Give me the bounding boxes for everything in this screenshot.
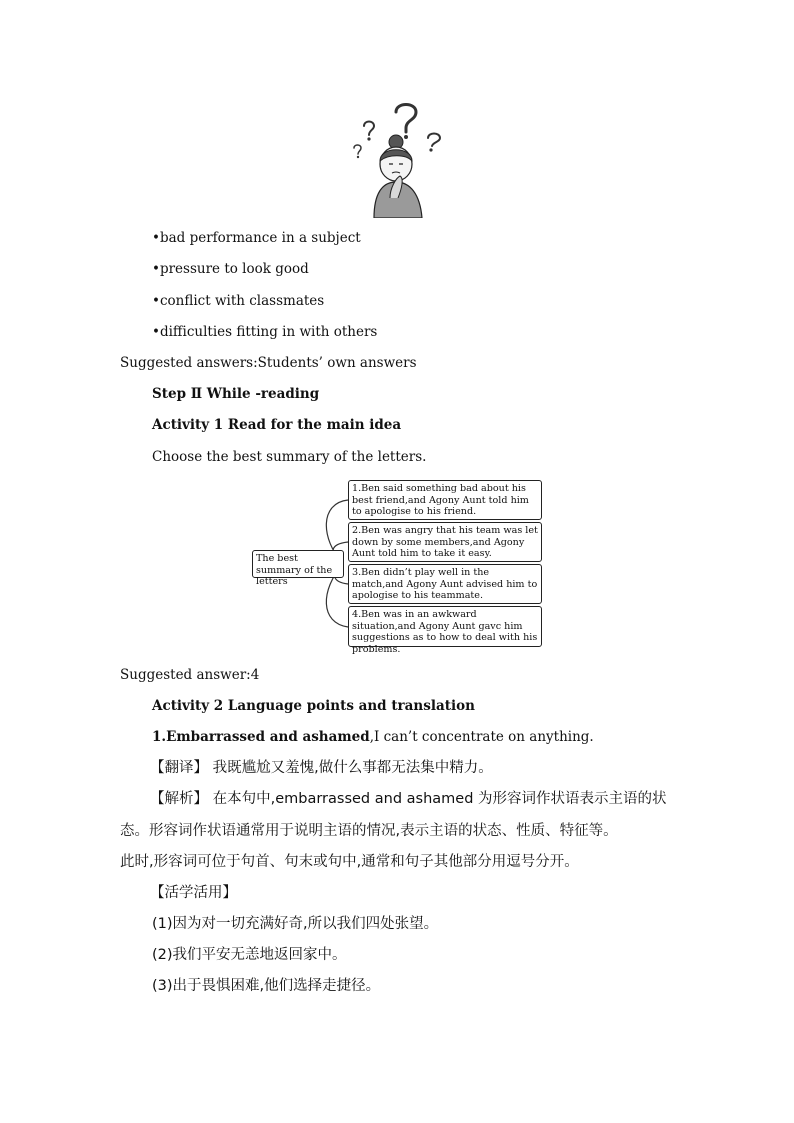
diagram-root-box: The best summary of the letters	[252, 550, 344, 578]
bullet-conflict: •conflict with classmates	[152, 293, 325, 309]
practice-heading: 【活学活用】	[150, 885, 237, 901]
diagram-option-1: 1.Ben said something bad about his best friend,and Agony Aunt told him to apologise to his friend.	[348, 480, 542, 520]
suggested-answer-4: Suggested answer:4	[120, 667, 260, 683]
point-rest: ,I can’t concentrate on anything.	[369, 729, 594, 745]
analysis-line-2: 态。形容词作状语通常用于说明主语的情况,表示主语的状态、性质、特征等。	[120, 823, 618, 839]
summary-diagram	[250, 478, 546, 655]
diagram-option-3: 3.Ben didn’t play well in the match,and Agony Aunt advised him to apologise to his teammate.	[348, 564, 542, 604]
activity1-instruction: Choose the best summary of the letters.	[152, 449, 427, 465]
analysis-line-1: 【解析】 在本句中,embarrassed and ashamed 为形容词作状语表示主语的状	[150, 791, 667, 807]
step-heading: Step Ⅱ While -reading	[152, 386, 320, 402]
language-point-1	[152, 728, 594, 746]
bullet-difficulties: •difficulties fitting in with others	[152, 324, 378, 340]
point-number: 1.	[152, 729, 167, 745]
analysis-line-3: 此时,形容词可位于句首、句末或句中,通常和句子其他部分用逗号分开。	[120, 854, 579, 870]
thinking-girl-illustration	[350, 98, 446, 218]
translation-line: 【翻译】 我既尴尬又羞愧,做什么事都无法集中精力。	[150, 760, 493, 776]
bullet-bad-performance: •bad performance in a subject	[152, 230, 361, 246]
practice-item-3: (3)出于畏惧困难,他们选择走捷径。	[152, 978, 381, 994]
practice-item-2: (2)我们平安无恙地返回家中。	[152, 947, 347, 963]
point-phrase: Embarrassed and ashamed	[166, 729, 370, 745]
practice-item-1: (1)因为对一切充满好奇,所以我们四处张望。	[152, 916, 439, 932]
diagram-option-2: 2.Ben was angry that his team was let down by some members,and Agony Aunt told him to take it easy.	[348, 522, 542, 562]
activity2-heading: Activity 2 Language points and translation	[152, 698, 475, 714]
activity1-heading: Activity 1 Read for the main idea	[152, 417, 402, 433]
suggested-answers-students: Suggested answers:Students’ own answers	[120, 355, 417, 371]
diagram-option-4: 4.Ben was in an awkward situation,and Agony Aunt gavc him suggestions as to how to deal with his problems.	[348, 606, 542, 647]
bullet-pressure: •pressure to look good	[152, 261, 309, 277]
